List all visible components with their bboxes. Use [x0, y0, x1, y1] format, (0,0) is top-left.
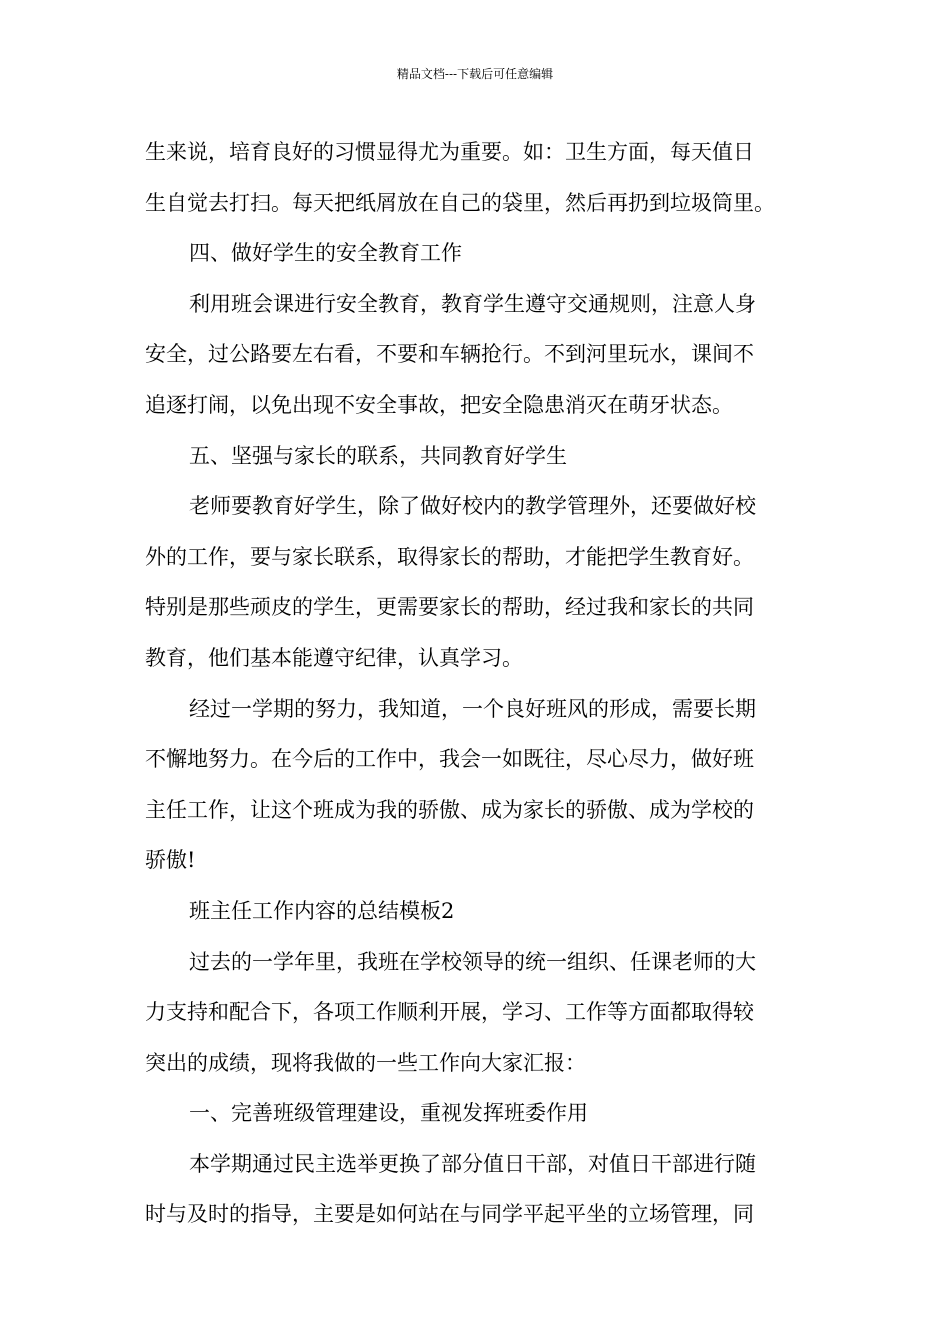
text-line: 四、做好学生的安全教育工作 [189, 241, 462, 266]
text-line: 教育，他们基本能遵守纪律，认真学习。 [145, 645, 523, 670]
text-line: 生自觉去打扫。每天把纸屑放在自己的袋里，然后再扔到垃圾筒里。 [145, 190, 775, 215]
text-line: 时与及时的指导，主要是如何站在与同学平起平坐的立场管理，同 [145, 1202, 754, 1227]
text-line: 突出的成绩，现将我做的一些工作向大家汇报： [145, 1050, 586, 1075]
text-line: 安全，过公路要左右看，不要和车辆抢行。不到河里玩水，课间不 [145, 342, 754, 367]
text-line: 生来说，培育良好的习惯显得尤为重要。如：卫生方面，每天值日 [145, 140, 754, 164]
text-line: 力支持和配合下，各项工作顺利开展，学习、工作等方面都取得较 [145, 1000, 754, 1025]
text-line: 一、完善班级管理建设，重视发挥班委作用 [189, 1101, 588, 1126]
text-line: 主任工作，让这个班成为我的骄傲、成为家长的骄傲、成为学校的 [145, 797, 754, 822]
text-line: 五、坚强与家长的联系，共同教育好学生 [189, 443, 567, 468]
text-line: 过去的一学年里，我班在学校领导的统一组织、任课老师的大 [189, 949, 756, 974]
text-line: 班主任工作内容的总结模板2 [189, 898, 455, 923]
text-line: 利用班会课进行安全教育，教育学生遵守交通规则，注意人身 [189, 291, 756, 316]
text-line: 老师要教育好学生，除了做好校内的教学管理外，还要做好校 [189, 494, 756, 519]
document-body [145, 127, 810, 1240]
text-line: 本学期通过民主选举更换了部分值日干部，对值日干部进行随 [189, 1151, 756, 1176]
text-line: 追逐打闹，以免出现不安全事故，把安全隐患消灭在萌牙状态。 [145, 392, 733, 417]
text-line: 经过一学期的努力，我知道，一个良好班风的形成，需要长期 [189, 696, 756, 721]
text-line: 特别是那些顽皮的学生，更需要家长的帮助，经过我和家长的共同 [145, 595, 754, 620]
text-line: 不懈地努力。在今后的工作中，我会一如既往，尽心尽力，做好班 [145, 747, 754, 772]
page-header: 精品文档---下载后可任意编辑 [396, 67, 554, 81]
text-line: 外的工作，要与家长联系，取得家长的帮助，才能把学生教育好。 [145, 544, 754, 569]
text-line: 骄傲! [145, 848, 196, 873]
